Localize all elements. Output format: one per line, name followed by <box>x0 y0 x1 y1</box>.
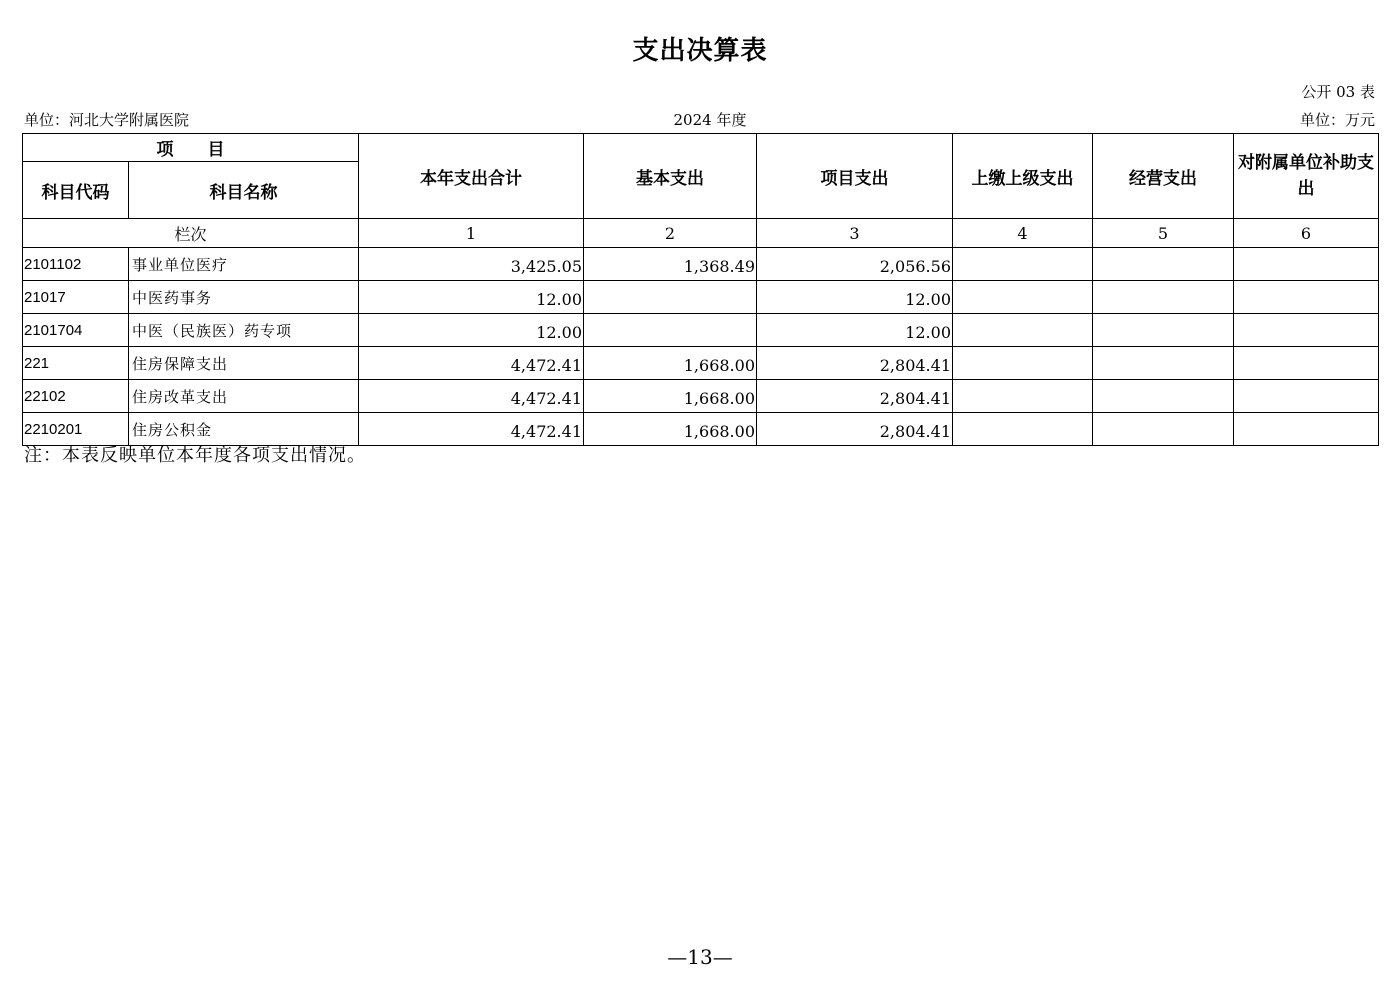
basic-value: 1,368.49 <box>584 248 757 281</box>
total-value: 3,425.05 <box>359 248 584 281</box>
business-value <box>1093 380 1234 413</box>
total-value: 12.00 <box>359 314 584 347</box>
upper-value <box>953 413 1093 446</box>
project-value: 2,804.41 <box>757 347 953 380</box>
col-number: 1 <box>359 219 584 248</box>
page-title: 支出决算表 <box>632 36 768 66</box>
table-row <box>23 314 1379 347</box>
upper-value <box>953 380 1093 413</box>
total-value: 4,472.41 <box>359 413 584 446</box>
col-number: 2 <box>584 219 757 248</box>
table-row <box>23 281 1379 314</box>
subsidy-value <box>1234 413 1379 446</box>
subsidy-value <box>1234 281 1379 314</box>
subject-code: 2210201 <box>23 413 129 446</box>
subsidy-value <box>1234 248 1379 281</box>
basic-value: 1,668.00 <box>584 380 757 413</box>
page-number: —13— <box>667 945 733 969</box>
subject-code: 22102 <box>23 380 129 413</box>
header-project: 项目支出 <box>757 134 953 219</box>
header-business: 经营支出 <box>1093 134 1234 219</box>
subject-name: 住房改革支出 <box>129 380 359 413</box>
basic-value <box>584 281 757 314</box>
col-number: 3 <box>757 219 953 248</box>
business-value <box>1093 314 1234 347</box>
subject-name: 中医药事务 <box>129 281 359 314</box>
upper-value <box>953 281 1093 314</box>
basic-value: 1,668.00 <box>584 413 757 446</box>
upper-value <box>953 347 1093 380</box>
form-number: 公开 03 表 <box>1301 83 1375 101</box>
business-value <box>1093 281 1234 314</box>
subsidy-value <box>1234 347 1379 380</box>
subject-name: 住房公积金 <box>129 413 359 446</box>
table-row <box>23 380 1379 413</box>
project-value: 2,056.56 <box>757 248 953 281</box>
col-number: 5 <box>1093 219 1234 248</box>
upper-value <box>953 314 1093 347</box>
project-value: 12.00 <box>757 281 953 314</box>
header-upper: 上缴上级支出 <box>953 134 1093 219</box>
business-value <box>1093 248 1234 281</box>
table-row <box>23 248 1379 281</box>
basic-value <box>584 314 757 347</box>
subject-name: 中医（民族医）药专项 <box>129 314 359 347</box>
header-row-label: 栏次 <box>23 219 359 248</box>
currency-label: 单位：万元 <box>1299 111 1375 129</box>
header-subsidy: 对附属单位补助支出 <box>1234 134 1379 219</box>
col-number: 6 <box>1234 219 1379 248</box>
subsidy-value <box>1234 314 1379 347</box>
business-value <box>1093 413 1234 446</box>
project-value: 12.00 <box>757 314 953 347</box>
header-item: 项 目 <box>23 134 359 162</box>
project-value: 2,804.41 <box>757 413 953 446</box>
subject-code: 21017 <box>23 281 129 314</box>
upper-value <box>953 248 1093 281</box>
subject-name: 住房保障支出 <box>129 347 359 380</box>
subject-code: 221 <box>23 347 129 380</box>
basic-value: 1,668.00 <box>584 347 757 380</box>
expenditure-table <box>22 133 1379 446</box>
subject-code: 2101102 <box>23 248 129 281</box>
business-value <box>1093 347 1234 380</box>
subject-name: 事业单位医疗 <box>129 248 359 281</box>
header-code: 科目代码 <box>23 162 129 219</box>
header-name: 科目名称 <box>129 162 359 219</box>
table-row <box>23 347 1379 380</box>
total-value: 4,472.41 <box>359 380 584 413</box>
table-note: 注：本表反映单位本年度各项支出情况。 <box>24 445 366 466</box>
year-label: 2024 年度 <box>673 111 747 129</box>
project-value: 2,804.41 <box>757 380 953 413</box>
header-total: 本年支出合计 <box>359 134 584 219</box>
total-value: 12.00 <box>359 281 584 314</box>
unit-label: 单位：河北大学附属医院 <box>24 111 190 129</box>
subsidy-value <box>1234 380 1379 413</box>
header-basic: 基本支出 <box>584 134 757 219</box>
col-number: 4 <box>953 219 1093 248</box>
total-value: 4,472.41 <box>359 347 584 380</box>
subject-code: 2101704 <box>23 314 129 347</box>
